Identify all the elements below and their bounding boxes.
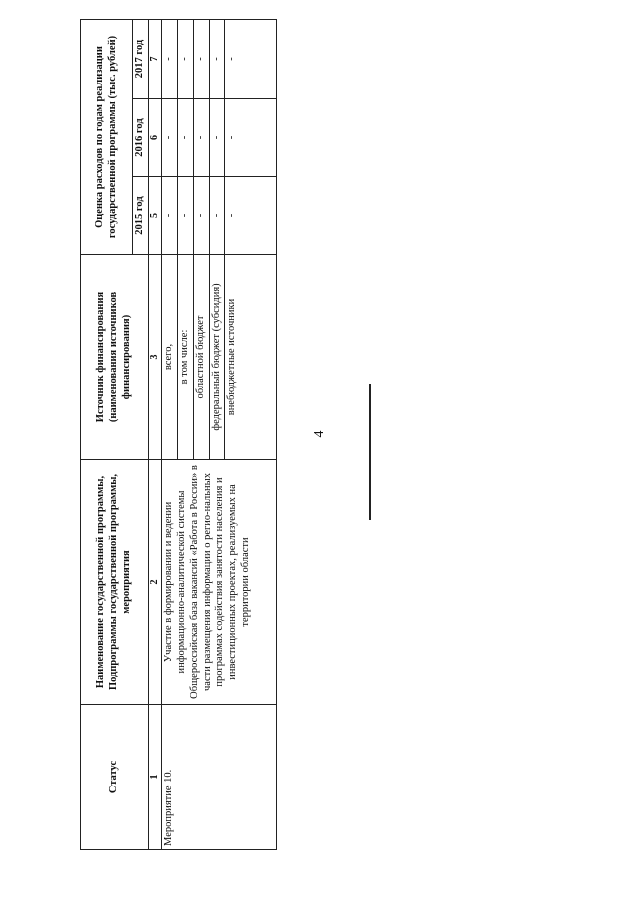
source-cell: в том числе: bbox=[177, 255, 193, 460]
header-source: Источник финансирования (наименования источников финансирования) bbox=[81, 255, 149, 460]
value-cell: - bbox=[209, 177, 225, 255]
rotated-table-wrapper bbox=[80, 20, 310, 850]
value-cell: - bbox=[193, 19, 209, 98]
value-cell: - bbox=[177, 99, 193, 177]
value-cell: - bbox=[225, 19, 277, 98]
col-number: 2 bbox=[149, 460, 162, 705]
col-number: 1 bbox=[149, 705, 162, 850]
source-cell: федеральный бюджет (субсидия) bbox=[209, 255, 225, 460]
value-cell: - bbox=[225, 99, 277, 177]
value-cell: - bbox=[177, 19, 193, 98]
col-number: 7 bbox=[149, 19, 162, 98]
source-cell: областной бюджет bbox=[193, 255, 209, 460]
value-cell: - bbox=[177, 177, 193, 255]
header-estimate: Оценка расходов по годам реализации государственной программы (тыс. рублей) bbox=[81, 19, 133, 254]
header-year-2015: 2015 год bbox=[133, 177, 149, 255]
header-name: Наименование государственной программы, Подпрограммы государственной программы, мероприятия bbox=[81, 460, 149, 705]
source-cell: всего, bbox=[162, 255, 178, 460]
budget-table bbox=[80, 19, 277, 850]
source-cell: внебюджетные источники bbox=[225, 255, 277, 460]
header-year-2017: 2017 год bbox=[133, 19, 149, 98]
col-number: 6 bbox=[149, 99, 162, 177]
value-cell: - bbox=[193, 177, 209, 255]
measure-name-cell: Участие в формировании и ведении информационно-аналитической системы Общероссийская база вакансий «Работа в России» в части размещения информации о регио-нальных программах содействия занятости населения и инвестиционных проектах, реализуемых на территории области bbox=[162, 460, 277, 705]
col-number: 3 bbox=[149, 255, 162, 460]
header-status: Статус bbox=[81, 705, 149, 850]
value-cell: - bbox=[162, 99, 178, 177]
value-cell: - bbox=[209, 99, 225, 177]
status-cell: Мероприятие 10. bbox=[162, 705, 277, 850]
value-cell: - bbox=[162, 177, 178, 255]
budget-table-container bbox=[80, 20, 280, 850]
signature-rule bbox=[369, 384, 371, 520]
page-number: 4 bbox=[312, 430, 327, 438]
value-cell: - bbox=[193, 99, 209, 177]
value-cell: - bbox=[225, 177, 277, 255]
header-year-2016: 2016 год bbox=[133, 99, 149, 177]
value-cell: - bbox=[162, 19, 178, 98]
col-number: 5 bbox=[149, 177, 162, 255]
value-cell: - bbox=[209, 19, 225, 98]
